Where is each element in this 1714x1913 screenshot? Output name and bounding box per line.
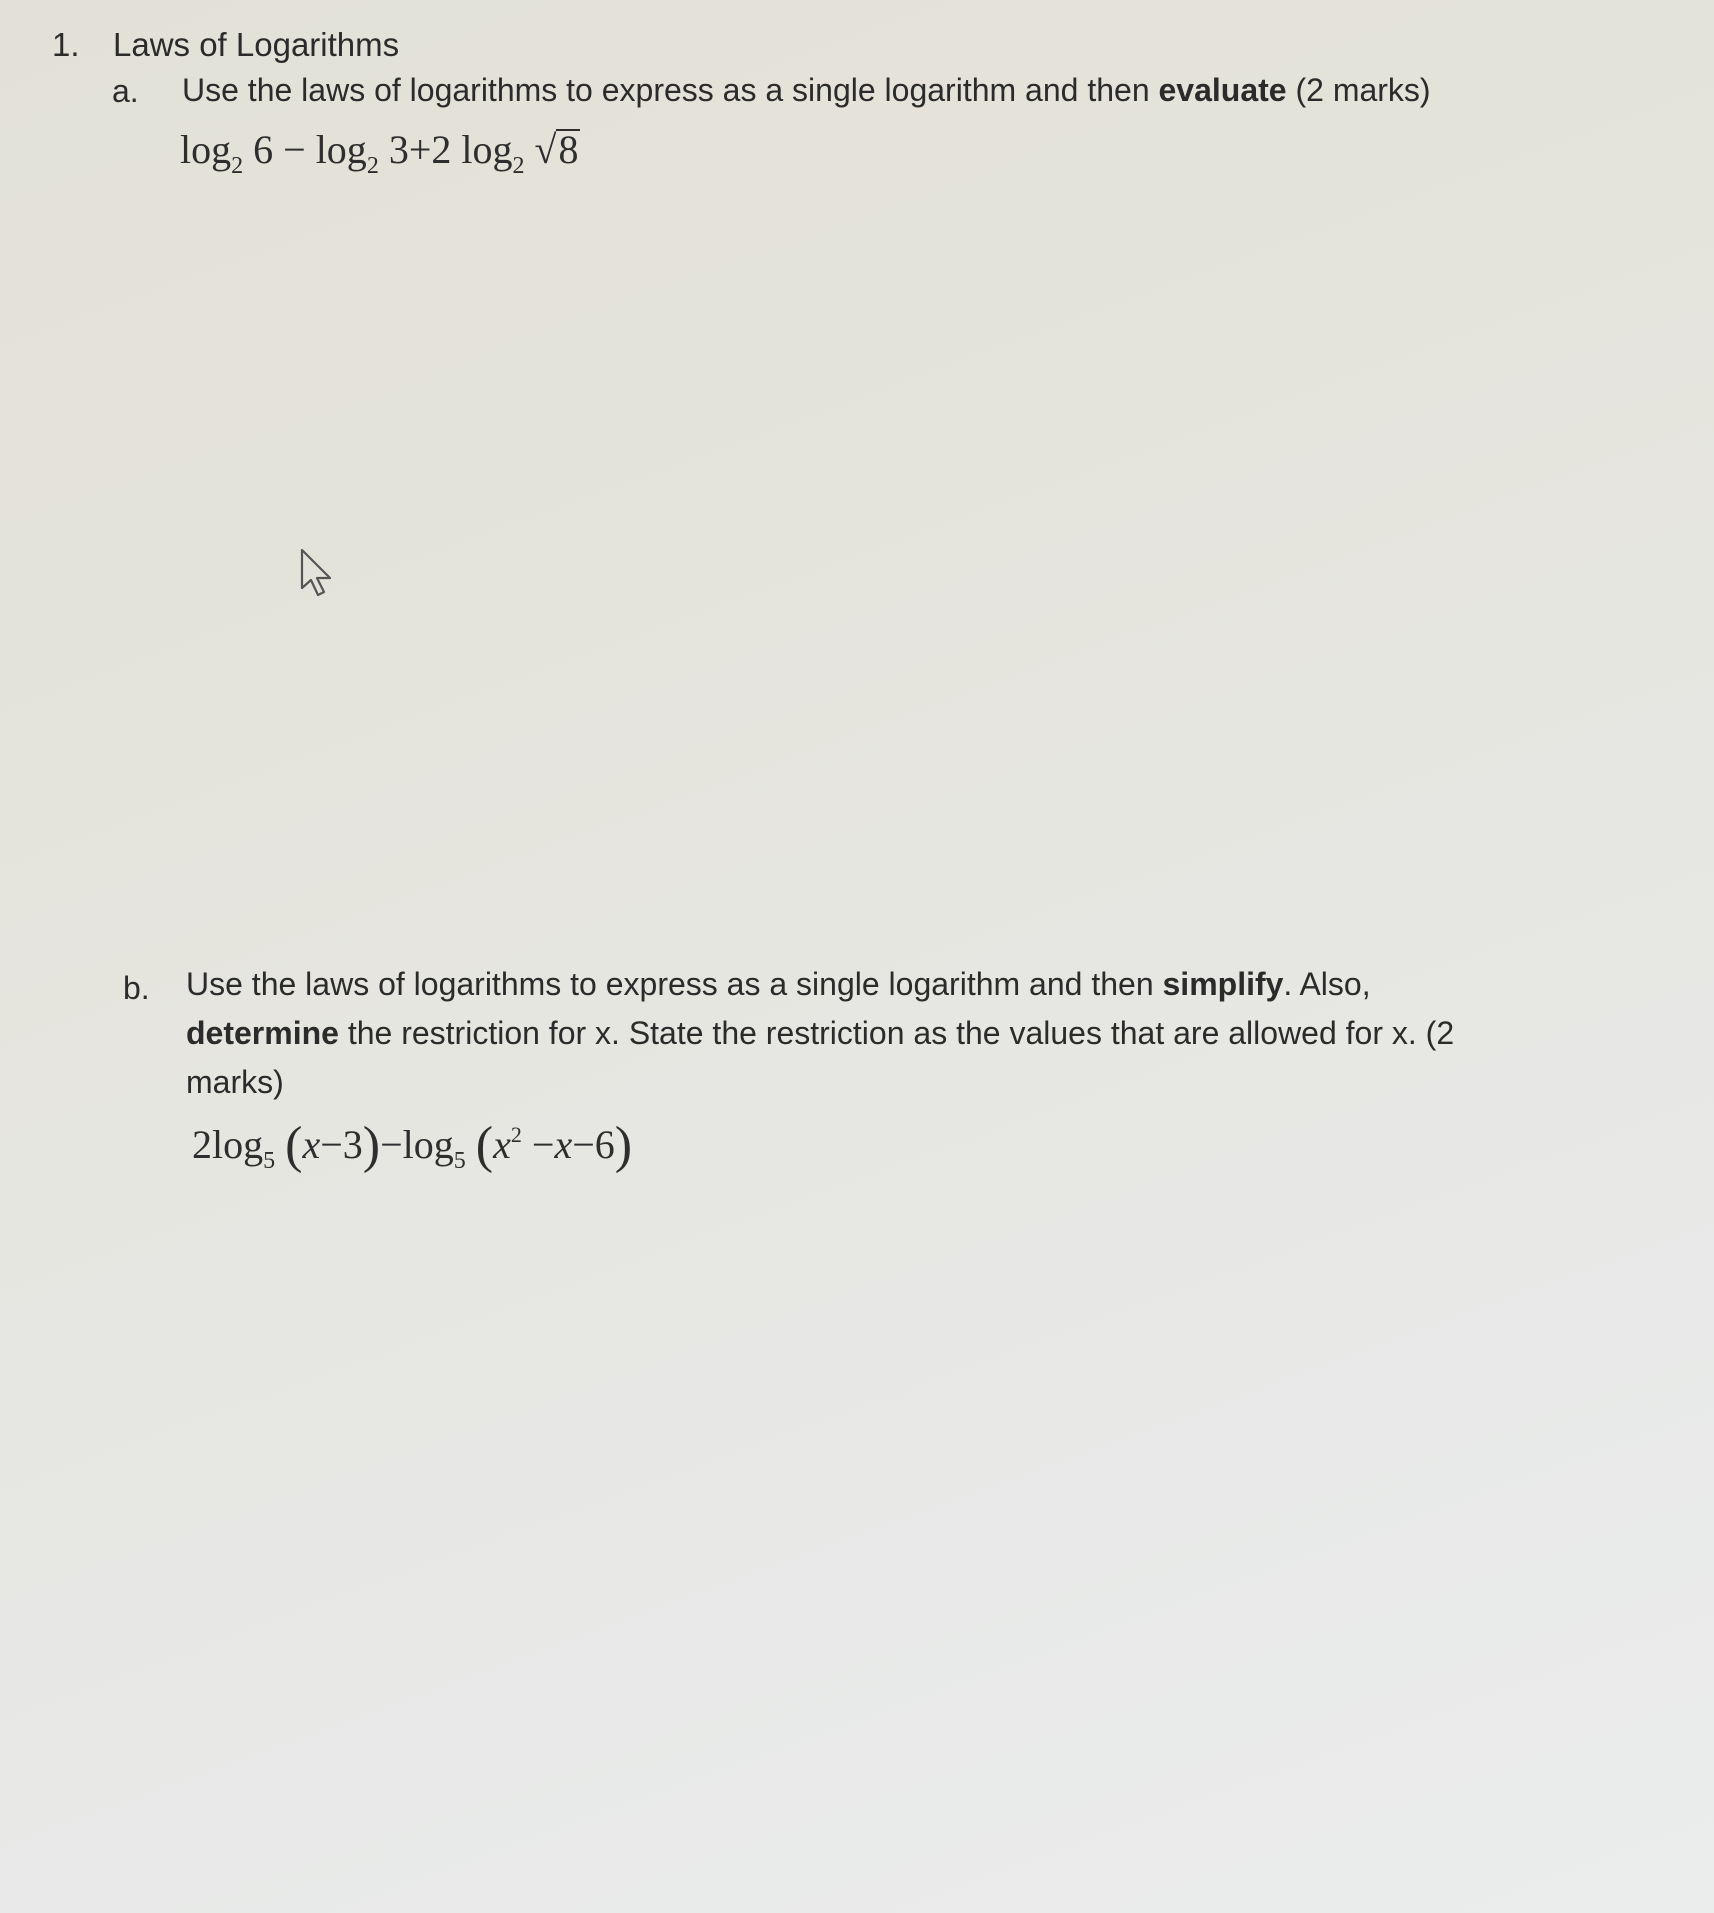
var-x-3: x <box>554 1122 573 1167</box>
minus-3: − <box>531 1122 555 1167</box>
radicand-8: 8 <box>558 127 579 172</box>
part-b-text-4: marks) <box>186 1064 284 1100</box>
radical-sign: √ <box>534 127 557 172</box>
minus-4: − <box>572 1122 595 1167</box>
part-b-text-2: . Also, <box>1283 966 1371 1002</box>
part-b-letter: b. <box>123 970 150 1006</box>
base-2: 2 <box>366 153 379 179</box>
exponent-2: 2 <box>510 1122 522 1147</box>
close-paren-2: ) <box>614 1117 633 1174</box>
coefficient-2: 2 <box>192 1122 212 1167</box>
log-2: log <box>402 1122 454 1167</box>
log-1: log <box>180 127 232 172</box>
log-3: log <box>461 127 513 172</box>
const-6: 6 <box>594 1122 615 1167</box>
base-3: 2 <box>512 153 525 179</box>
log-1: log <box>212 1122 264 1167</box>
square-root <box>535 126 581 173</box>
part-b-keyword-determine: determine <box>186 1015 339 1051</box>
open-paren-2: ( <box>475 1117 494 1174</box>
question-title: Laws of Logarithms <box>113 26 400 63</box>
log-2: log <box>315 127 367 172</box>
close-paren-1: ) <box>362 1117 381 1174</box>
part-b-instructions <box>186 960 1606 1107</box>
part-b-expression <box>192 1116 632 1175</box>
base-1: 2 <box>231 153 244 179</box>
open-paren-1: ( <box>285 1117 303 1174</box>
arg-6: 6 <box>253 127 274 172</box>
base-2: 5 <box>453 1148 466 1174</box>
part-b-text-3: the restriction for x. State the restriction as the values that are allowed for x. (2 <box>338 1015 1455 1051</box>
part-a-text-before: Use the laws of logarithms to express as a single logarithm and then <box>182 72 1159 108</box>
plus-sign: + <box>408 127 432 172</box>
part-a-instructions <box>182 66 1602 115</box>
base-1: 5 <box>263 1148 276 1174</box>
part-b-keyword-simplify: simplify <box>1162 966 1284 1002</box>
arg-3: 3 <box>388 127 409 172</box>
part-a-keyword-evaluate: evaluate <box>1158 72 1287 108</box>
part-a-letter: a. <box>112 73 139 109</box>
part-a-expression <box>180 126 580 180</box>
minus-sign: − <box>283 127 306 172</box>
question-number: 1. <box>52 26 80 63</box>
minus-2: − <box>380 1122 403 1167</box>
minus-1: − <box>320 1122 343 1167</box>
const-3: 3 <box>342 1122 363 1167</box>
var-x-2: x <box>493 1122 511 1167</box>
var-x-1: x <box>302 1122 321 1167</box>
coefficient-2: 2 <box>431 127 452 172</box>
part-b-text-1: Use the laws of logarithms to express as a single logarithm and then <box>186 966 1163 1002</box>
part-a-text-after: (2 marks) <box>1286 72 1431 108</box>
mouse-pointer-icon <box>300 548 336 598</box>
